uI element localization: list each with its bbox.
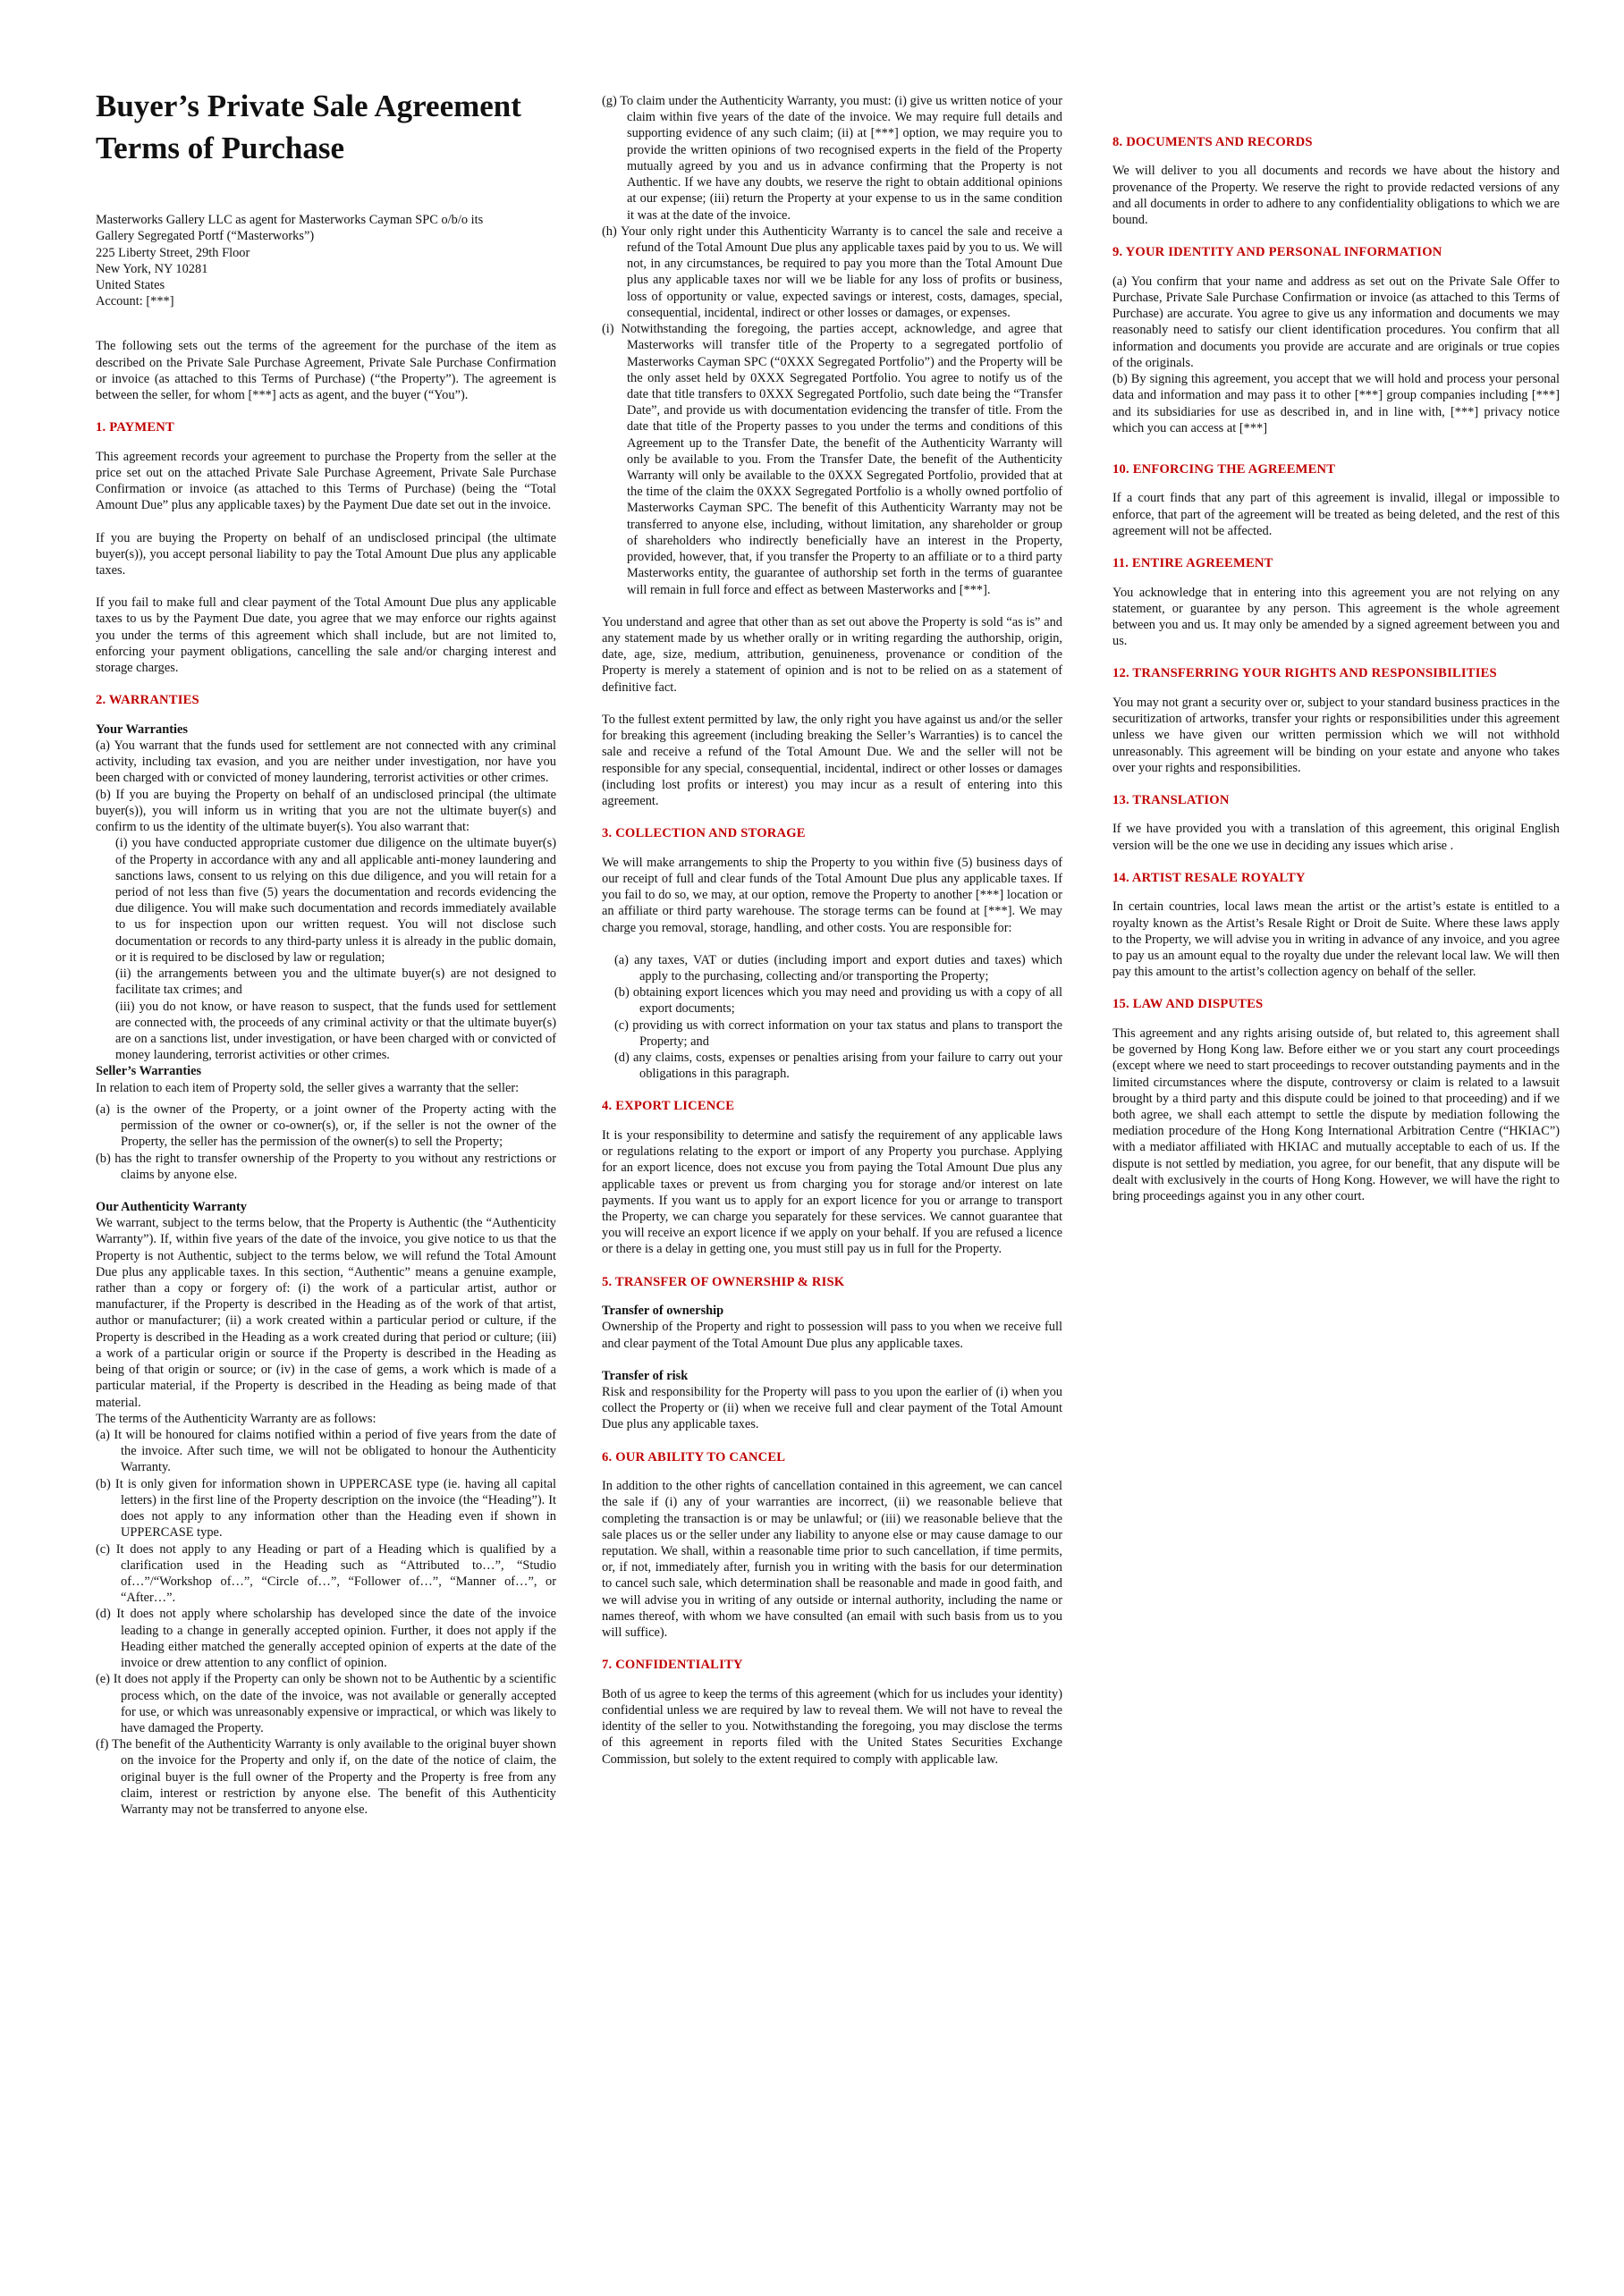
identity-paragraph-a: (a) You confirm that your name and address as set out on the Private Sale Offer to Purchase, Private Sale Purchase Confirmation or invoice (as attached to this Terms of Purchase) are accurate. You agree to give us any information and documents we may reasonably need to satisfy our client identification procedures. You confirm that all information and documents you provide are accurate and are originals or true copies of the originals. xyxy=(1112,274,1560,370)
list-item: (b) has the right to transfer ownership of the Property to you without any restrictions or claims by anyone else. xyxy=(96,1151,556,1182)
intro-paragraph: The following sets out the terms of the agreement for the purchase of the item as described on the Private Sale Purchase Agreement, Private Sale Purchase Confirmation or invoice (as attached to this Terms of Purchase) (“the Property”). The agreement is between the seller, for whom [***] acts as agent, and the buyer (“You”). xyxy=(96,339,556,403)
list-item: (b) It is only given for information shown in UPPERCASE type (ie. having all capital letters) in the first line of the Property description on the invoice (the “Heading”). It does not apply to any information other than the Heading even if shown in UPPERCASE type. xyxy=(96,1476,556,1541)
list-item: (a) It will be honoured for claims notified within a period of five years from the date of the invoice. After such time, we will not be obligated to honour the Authenticity Warranty. xyxy=(96,1428,556,1475)
collection-paragraph: We will make arrangements to ship the Property to you within five (5) business days of our receipt of full and clear funds of the Total Amount Due plus any applicable taxes. If you fail to do so, we may, at our option, remove the Property to another [***] location or an affiliate or third party warehouse. The storage terms can be found at [***]. We may charge you removal, storage, handling, and other costs. You are responsible for: xyxy=(602,855,1062,935)
section-heading-law: 15. LAW AND DISPUTES xyxy=(1112,997,1264,1012)
authenticity-terms-intro: The terms of the Authenticity Warranty are as follows: xyxy=(96,1411,376,1426)
transfer-ownership-paragraph: Ownership of the Property and right to possession will pass to you when we receive full and clear payment of the Total Amount Due plus any applicable taxes. xyxy=(602,1320,1062,1351)
transfer-risk-title: Transfer of risk xyxy=(602,1368,689,1383)
payment-paragraph: If you are buying the Property on behalf of an undisclosed principal (the ultimate buyer(s)), you accept personal liability to pay the Total Amount Due plus any applicable taxes. xyxy=(96,530,556,578)
authenticity-terms-list-continued xyxy=(602,93,1062,598)
royalty-paragraph: In certain countries, local laws mean the artist or the artist’s estate is entitled to a royalty known as the Artist’s Resale Right or Droit de Suite. Where these laws apply to the Property, we will advise you in writing in advance of any invoice, and you agree to pay us an amount equal to the royalty due under the relevant local law. We will then pay this amount to the artist’s collection agency on behalf of the seller. xyxy=(1112,899,1560,980)
law-paragraph: This agreement and any rights arising outside of, but related to, this agreement shall be governed by Hong Kong law. Before either we or you start any court proceedings (except where we need to start proceedings to recover outstanding payments and in the limited circumstances where the dispute, controversy or claim is related to a lawsuit brought by a third party and this dispute could be joined to that proceeding) and if we both agree, we shall each attempt to settle the dispute by mediation following the mediation procedure of the Hong Kong International Arbitration Centre (“HKIAC”) with a mediator affiliated with HKIAC and mutually acceptable to each of us. If the dispute is not settled by mediation, you agree, for our benefit, that any dispute will be dealt with exclusively in the courts of Hong Kong. However, we will have the right to bring proceedings against you in any other court. xyxy=(1112,1026,1560,1204)
identity-paragraph-b: (b) By signing this agreement, you accept that we will hold and process your personal data and information and may pass it to other [***] group companies including [***] and its subsidiaries for use as described in, and in line with, [***] privacy notice which you can access at [***] xyxy=(1112,372,1560,435)
section-heading-warranties: 2. WARRANTIES xyxy=(96,693,199,708)
section-heading-enforcing: 10. ENFORCING THE AGREEMENT xyxy=(1112,461,1336,477)
entire-paragraph: You acknowledge that in entering into this agreement you are not relying on any statement, or guarantee by any person. This agreement is the whole agreement between you and us. It may only be amended by a signed agreement between you and us. xyxy=(1112,585,1560,649)
authenticity-warranty-paragraph: We warrant, subject to the terms below, that the Property is Authentic (the “Authenticity Warranty”). If, within five years of the date of the invoice, you give notice to us that the Property is not Authentic, subject to the terms below, we will refund the Total Amount Due plus any applicable taxes. In this section, “Authentic” means a genuine example, rather than a copy or forgery of: (i) the work of a particular artist, author or manufacturer, if the Property is described in the Heading as of the work of that artist, author or manufacturer; (ii) a work created within a particular period or culture, if the Property is described in the Heading as a work created during that period or culture; (iii) a work of a particular origin or source if the Property is described in the Heading as being of that origin or source; or (iv) in the case of gems, a work which is made of a particular material, if the Property is described in the Heading as being made of that material. xyxy=(96,1216,556,1410)
list-item: (g) To claim under the Authenticity Warranty, you must: (i) give us written notice of your claim within five years of the date of the invoice. We may require full details and supporting evidence of any such claim; (ii) at [***] option, we may require you to provide the written opinions of two recognised experts in the field of the Property mutually agreed by you and us in advance confirming that the Property is not Authentic. If we have any doubts, we reserve the right to obtain additional opinions at our expense; (iii) return the Property at your expense to us in the same condition it was at the date of the invoice. xyxy=(602,94,1062,223)
seller-warranties-intro: In relation to each item of Property sold, the seller gives a warranty that the seller: xyxy=(96,1080,520,1095)
column-2 xyxy=(602,93,1062,1784)
authenticity-terms-list xyxy=(96,1427,556,1818)
address-block xyxy=(96,212,556,309)
documents-paragraph: We will deliver to you all documents and records we have about the history and provenance of the Property. We reserve the right to provide redacted versions of any and all documents in order to adhere to any confidentiality obligations to which we are bound. xyxy=(1112,164,1560,228)
export-paragraph: It is your responsibility to determine and satisfy the requirement of any applicable laws or regulations relating to the export or import of any Property you purchase. Applying for an export licence, does not excuse you from paying the Total Amount Due plus any applicable taxes or prevent us from charging you for storage and/or interest on late payments. If you want us to apply for an export licence for you or arrange to transport the Property, we can charge you separately for these services. We cannot guarantee that you will receive an export licence if we apply on your behalf. If you are refused a licence or there is a delay in getting one, you must still pay us in full for the Property. xyxy=(602,1127,1062,1257)
your-warranty-b: (b) If you are buying the Property on behalf of an undisclosed principal (the ultimate buyer(s)), you will inform us in writing that you are not the ultimate buyer(s) and confirm to us the identity of the ultimate buyer(s). You also warrant that: xyxy=(96,787,556,835)
payment-paragraph: If you fail to make full and clear payment of the Total Amount Due plus any applicable taxes to us by the Payment Due date, you agree that we may enforce our rights against you under the terms of this agreement which shall include, but are not limited to, enforcing your payment obligations, cancelling the sale and/or charging interest and storage charges. xyxy=(96,595,556,676)
list-item: (b) obtaining export licences which you may need and providing us with a copy of all export documents; xyxy=(614,985,1062,1017)
section-heading-confidentiality: 7. CONFIDENTIALITY xyxy=(602,1658,743,1673)
page-title xyxy=(96,86,556,169)
section-heading-entire: 11. ENTIRE AGREEMENT xyxy=(1112,556,1273,571)
transfer-risk-paragraph: Risk and responsibility for the Property will pass to you upon the earlier of (i) when you collect the Property or (ii) when we receive full and clear payment of the Total Amount Due plus any applicable taxes. xyxy=(602,1385,1062,1432)
seller-warranties-list xyxy=(96,1102,556,1183)
enforcing-paragraph: If a court finds that any part of this agreement is invalid, illegal or impossible to enforce, that part of the agreement will be treated as being deleted, and the rest of this agreement will not be affected. xyxy=(1112,491,1560,538)
list-item: (a) any taxes, VAT or duties (including import and export duties and taxes) which apply to the purchasing, collecting and/or transporting the Property; xyxy=(614,952,1062,983)
list-item: (iii) you do not know, or have reason to suspect, that the funds used for settlement are connected with, the proceeds of any criminal activity or that the ultimate buyer(s) are on a sanctions list, under investigation, or have been charged with or convicted of money laundering, terrorist activities or other crimes. xyxy=(115,999,556,1063)
your-warranty-b-list xyxy=(96,835,556,1063)
title-line-1: Buyer’s Private Sale Agreement xyxy=(96,89,521,123)
title-line-2: Terms of Purchase xyxy=(96,130,345,165)
confidentiality-paragraph: Both of us agree to keep the terms of this agreement (which for us includes your identity) confidential unless we are required by law to reveal them. We will not have to reveal the identity of the seller to you. Notwithstanding the foregoing, you may disclose the terms of this agreement in reports filed with the United States Securities Exchange Commission, but solely to the extent required to comply with applicable law. xyxy=(602,1686,1062,1767)
as-is-paragraph: You understand and agree that other than as set out above the Property is sold “as is” and any statement made by us whether orally or in writing regarding the authorship, origin, date, age, size, medium, attribution, genuineness, provenance or condition of the Property is merely a statement of opinion and is not to be relied on as a statement of definitive fact. xyxy=(602,614,1062,695)
section-heading-translation: 13. TRANSLATION xyxy=(1112,792,1230,807)
authenticity-warranty-title: Our Authenticity Warranty xyxy=(96,1199,247,1214)
list-item: (a) is the owner of the Property, or a joint owner of the Property acting with the permission of the owner or co-owner(s), or, if the seller is not the owner of the Property, the seller has the permission of the owner(s) to sell the Property; xyxy=(96,1102,556,1150)
column-1 xyxy=(96,86,556,1834)
transfer-ownership-title: Transfer of ownership xyxy=(602,1304,724,1319)
cancel-paragraph: In addition to the other rights of cancellation contained in this agreement, we can cancel the sale if (i) any of your warranties are incorrect, (ii) we reasonable believe that completing the transaction is or may be unlawful; or (iii) we reasonable believe that the sale places us or the seller under any liability to anyone else or may cause damage to our reputation. We shall, within a reasonable time prior to such cancellation, if time permits, or, if not, immediately after, furnish you in writing with the basis for our determination to cancel such sale, which determination shall be reasonable and made in good faith, and we will advise you in writing of any outside or internal authority, including the name or names thereof, with whom we have consulted (an email with such basis from us to you will suffice). xyxy=(602,1479,1062,1641)
list-item: (d) It does not apply where scholarship has developed since the date of the invoice leading to a change in generally accepted opinion. Further, it does not apply if the Heading either matched the generally accepted opinion of experts at the date of the invoice or drew attention to any conflict of opinion. xyxy=(96,1607,556,1671)
list-item: (f) The benefit of the Authenticity Warranty is only available to the original buyer shown on the invoice for the Property and only if, on the date of the notice of claim, the original buyer is the full owner of the Property and the Property is free from any claim, interest or restriction by anyone else. The benefit of this Authenticity Warranty may not be transferred to anyone else. xyxy=(96,1737,556,1818)
column-3 xyxy=(1112,93,1560,1220)
list-item: (c) It does not apply to any Heading or part of a Heading which is qualified by a clarification used in the Heading such as “Attributed to…”, “Studio of…”/“Workshop of…”, “Circle of…”, “Follower of…”, “Manner of…”, or “After…”. xyxy=(96,1541,556,1606)
section-heading-transfer: 5. TRANSFER OF OWNERSHIP & RISK xyxy=(602,1274,845,1289)
list-item: (d) any claims, costs, expenses or penalties arising from your failure to carry out your obligations in this paragraph. xyxy=(614,1051,1062,1082)
section-heading-documents: 8. DOCUMENTS AND RECORDS xyxy=(1112,135,1313,149)
address-line: New York, NY 10281 xyxy=(96,261,208,276)
section-heading-transferring: 12. TRANSFERRING YOUR RIGHTS AND RESPONSIBILITIES xyxy=(1112,666,1497,681)
list-item: (i) Notwithstanding the foregoing, the parties accept, acknowledge, and agree that Masterworks will transfer title of the Property to a segregated portfolio of Masterworks Cayman SPC (“0XXX Segregated Portfolio”) and the Property will be the only asset held by 0XXX Segregated Portfolio. You agree to notify us of the date that title transfers to 0XXX Segregated Portfolio, such date being the “Transfer Date”, and provide us with documentation evidencing the transfer of title. From the date that title of the Property passes to you under the terms and conditions of this Agreement up to the Transfer Date, the benefit of the Authenticity Warranty will only be available to you. From the Transfer Date, the benefit of the Authenticity Warranty will only be available to the 0XXX Segregated Portfolio, provided that at the time of the claim the 0XXX Segregated Portfolio is a wholly owned portfolio of Masterworks Cayman SPC. The benefit of this Authenticity Warranty may not be transferred to anyone else, including, without limitation, any shareholder or group of shareholders who indirectly beneficially have an interest in the Property, provided, however, that, if you transfer the Property to an affiliate or to a third party Masterworks entity, the guarantee of authorship set forth in the terms of guarantee will remain in full force and effect as between Masterworks and [***]. xyxy=(602,322,1062,597)
section-heading-cancel: 6. OUR ABILITY TO CANCEL xyxy=(602,1449,786,1465)
section-heading-collection: 3. COLLECTION AND STORAGE xyxy=(602,826,806,841)
transferring-paragraph: You may not grant a security over or, subject to your standard business practices in the securitization of artworks, transfer your rights or responsibilities under this agreement unless we have given our written permission which we will not withhold unreasonably. This agreement will be binding on your estate and anyone who takes over your rights and responsibilities. xyxy=(1112,695,1560,775)
column-3-spacer xyxy=(1112,93,1560,129)
address-line: Masterworks Gallery LLC as agent for Masterworks Cayman SPC o/b/o its xyxy=(96,213,484,228)
address-line: Account: [***] xyxy=(96,294,174,309)
seller-warranties-title: Seller’s Warranties xyxy=(96,1064,202,1079)
list-item: (i) you have conducted appropriate customer due diligence on the ultimate buyer(s) of the Property in accordance with any and all applicable anti-money laundering and sanctions laws, consent to us relying on this due diligence, and you will retain for a period of not less than five (5) years the documentation and records evidencing the due diligence. You will make such documentation and records immediately available to us for inspection upon our written request. You will not disclose such documentation or records to any third-party unless it is already in the public domain, or it is required to be disclosed by law or regulation; xyxy=(115,836,556,965)
list-item: (c) providing us with correct information on your tax status and plans to transport the Property; and xyxy=(614,1017,1062,1049)
collection-list xyxy=(602,952,1062,1083)
your-warranty-a: (a) You warrant that the funds used for settlement are not connected with any criminal activity, including tax evasion, and you are neither under investigation, nor have you been charged with or convicted of money laundering, terrorist activities or other crimes. xyxy=(96,739,556,786)
address-line: Gallery Segregated Portf (“Masterworks”) xyxy=(96,229,315,244)
address-line: United States xyxy=(96,277,165,292)
payment-paragraph: This agreement records your agreement to purchase the Property from the seller at the price set out on the attached Private Sale Purchase Agreement, Private Sale Purchase Confirmation or invoice (as attached to this Terms of Purchase) (being the “Total Amount Due” plus any applicable taxes) by the Payment Due date set out in the invoice. xyxy=(96,449,556,513)
your-warranties-title: Your Warranties xyxy=(96,722,189,737)
section-heading-royalty: 14. ARTIST RESALE ROYALTY xyxy=(1112,870,1306,885)
list-item: (ii) the arrangements between you and the ultimate buyer(s) are not designed to facilitate tax crimes; and xyxy=(115,967,556,998)
address-line: 225 Liberty Street, 29th Floor xyxy=(96,245,250,260)
section-heading-payment: 1. PAYMENT xyxy=(96,420,174,435)
list-item: (h) Your only right under this Authenticity Warranty is to cancel the sale and receive a refund of the Total Amount Due plus any applicable taxes paid by you to us. We will not, in any circumstances, be required to pay you more than the Total Amount Due plus any applicable taxes nor will we be liable for any loss of profits or business, loss of opportunity or value, expected savings or interest, costs, damages, special, consequential, incidental, indirect or other losses or damages, or expenses. xyxy=(602,224,1062,320)
section-heading-export: 4. EXPORT LICENCE xyxy=(602,1099,735,1114)
translation-paragraph: If we have provided you with a translation of this agreement, this original English version will be the one we use in deciding any issues which arise . xyxy=(1112,822,1560,853)
section-heading-identity: 9. YOUR IDENTITY AND PERSONAL INFORMATION xyxy=(1112,245,1442,260)
list-item: (e) It does not apply if the Property can only be shown not to be Authentic by a scientific process which, on the date of the invoice, was not available or generally accepted for use, or which was unreasonably expensive or impractical, or which was likely to have damaged the Property. xyxy=(96,1672,556,1735)
liability-paragraph: To the fullest extent permitted by law, the only right you have against us and/or the seller for breaking this agreement (including breaking the Seller’s Warranties) is to cancel the sale and receive a refund of the Total Amount Due. We and the seller will not be responsible for any special, consequential, incidental, indirect or other losses or damages (including lost profits or interest) you may incur as a result of entering into this agreement. xyxy=(602,712,1062,808)
